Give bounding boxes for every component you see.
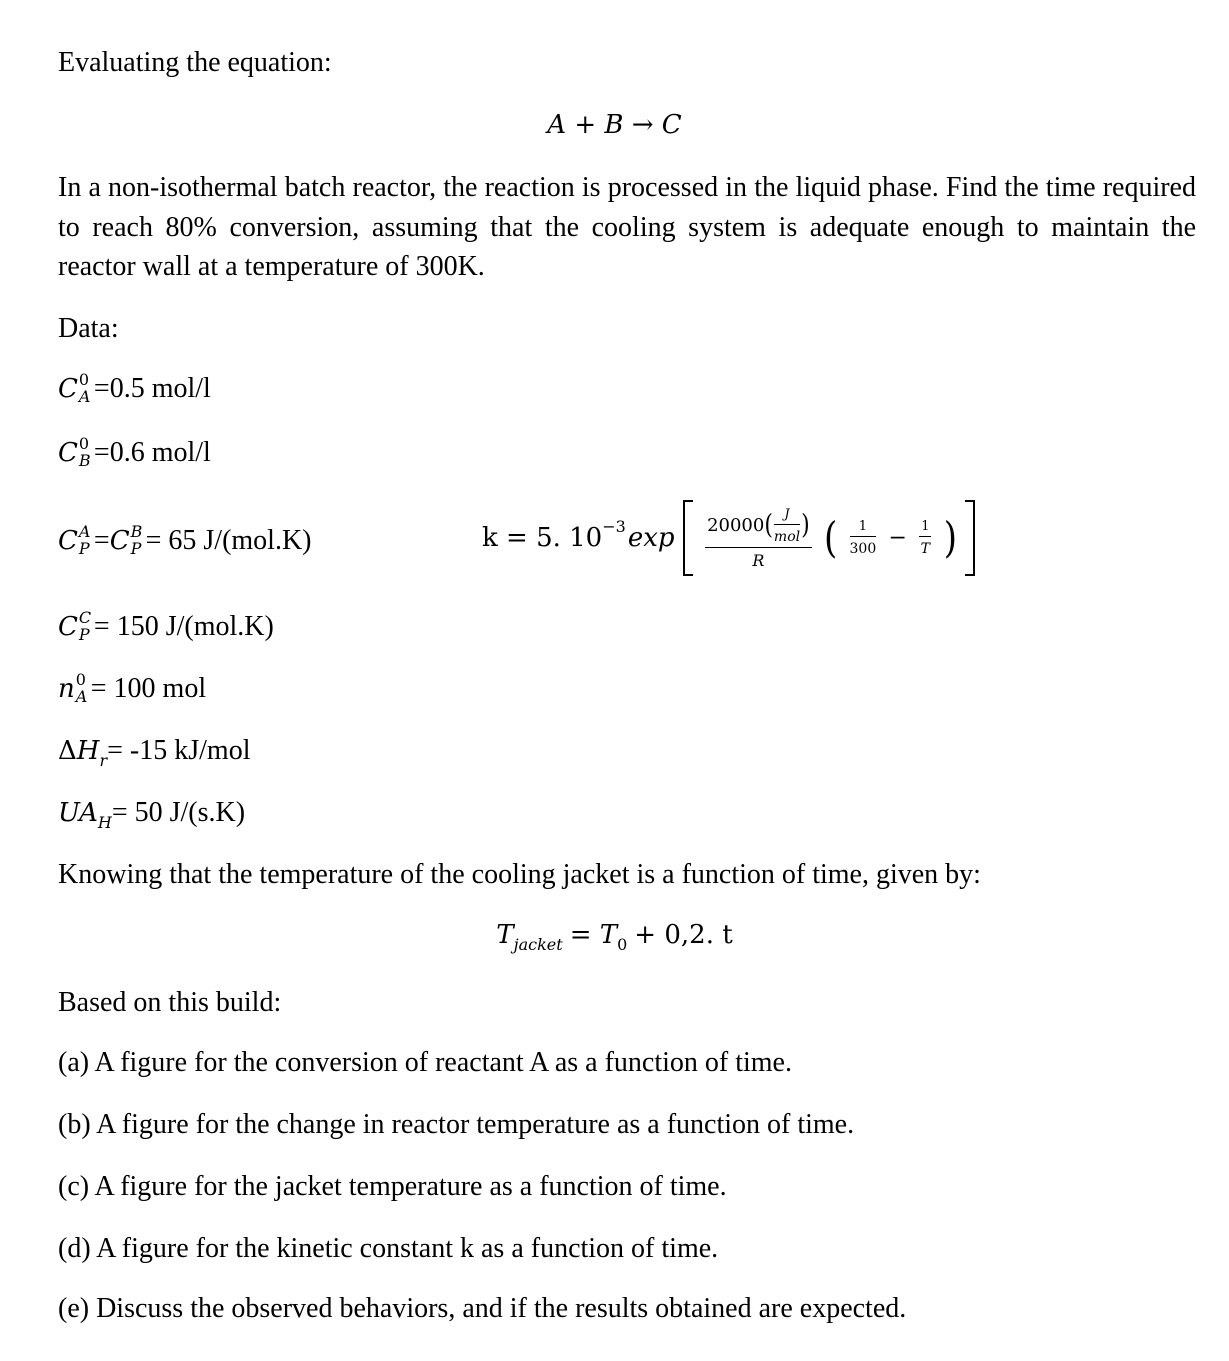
data-cp-c-value: = 150 J/(mol.K) bbox=[93, 611, 274, 642]
reaction-equation: A + B → C bbox=[547, 110, 682, 140]
inv2-num: 1 bbox=[919, 519, 931, 537]
intro-text: Evaluating the equation: bbox=[58, 47, 332, 78]
data-cb0-value: =0.6 mol/l bbox=[93, 437, 211, 468]
jacket-equation bbox=[0, 918, 1229, 962]
inv-den: 300 bbox=[849, 541, 877, 557]
build-heading: Based on this build: bbox=[58, 987, 282, 1018]
minus-sign: − bbox=[888, 525, 907, 551]
task-e: (e) Discuss the observed behaviors, and if the results obtained are expected. bbox=[58, 1293, 907, 1324]
unit-j: J bbox=[774, 507, 800, 525]
inverse-temp bbox=[919, 519, 931, 557]
left-bracket bbox=[683, 500, 693, 576]
data-ca0-value: =0.5 mol/l bbox=[93, 373, 211, 404]
inv-num: 1 bbox=[850, 519, 877, 537]
inverse-ref-temp bbox=[850, 519, 877, 557]
data-ca0: C 0 A =0.5 mol/l bbox=[58, 370, 211, 406]
jacket-lhs: T bbox=[496, 920, 514, 950]
data-dhr: $\Delta H_r= -15$ kJ/mol bbox=[58, 735, 251, 770]
jacket-tail: + 0,2. t bbox=[634, 920, 733, 950]
data-cb0: C 0 B =0.6 mol/l bbox=[58, 434, 211, 470]
data-cp-c: C C P = 150 J/(mol.K) bbox=[58, 608, 274, 644]
problem-statement: In a non-isothermal batch reactor, the reaction is processed in the liquid phase. Find the time required to reach 80% conversion, assuming that the cooling system is adequate enough to maintain the reactor wall at a temperature of 300K. bbox=[58, 172, 1196, 282]
activation-fraction: 20000( $\frac{J}{\text{mol}}$ ) R bbox=[707, 506, 810, 570]
task-c: (c) A figure for the jacket temperature as a function of time. bbox=[58, 1171, 727, 1202]
right-bracket bbox=[965, 500, 975, 576]
task-a: (a) A figure for the conversion of reactant A as a function of time. bbox=[58, 1047, 792, 1078]
jacket-rhs-sub: 0 bbox=[617, 935, 628, 954]
unit-mol: mol bbox=[773, 528, 801, 545]
data-uah: $UA_H= 50$ J/(s.K) bbox=[58, 797, 246, 832]
k-lhs: k = 5. 10 bbox=[482, 523, 603, 553]
task-b: (b) A figure for the change in reactor temperature as a function of time. bbox=[58, 1109, 855, 1140]
k-exp: exp bbox=[627, 523, 675, 553]
data-uah-value: = 50 J/(s.K) bbox=[111, 797, 246, 828]
jacket-intro: Knowing that the temperature of the cooling jacket is a function of time, given by: bbox=[58, 859, 981, 890]
data-dhr-value: = -15 kJ/mol bbox=[107, 735, 251, 766]
jacket-rhs: = T bbox=[569, 920, 618, 950]
data-na0-value: = 100 mol bbox=[90, 673, 207, 704]
gas-constant: R bbox=[752, 550, 765, 570]
inv2-den: T bbox=[920, 541, 931, 557]
rate-constant-equation: k = 5. $10^{-3}\exp$ 20000( $\frac{J}{\text{mol}}$ ) R ( $\frac{1}{300}$ − $\frac{1}{T}$ ) bbox=[482, 500, 975, 590]
jacket-lhs-sub: jacket bbox=[513, 935, 563, 954]
k-exponent: −3 bbox=[602, 516, 626, 536]
task-d: (d) A figure for the kinetic constant k as a function of time. bbox=[58, 1233, 719, 1264]
data-heading: Data: bbox=[58, 313, 119, 344]
data-cp-ab-value: = 65 J/(mol.K) bbox=[145, 525, 312, 556]
data-na0: n 0 A = 100 mol bbox=[58, 670, 207, 706]
activation-energy: 20000 bbox=[707, 514, 765, 536]
data-cp-ab: C A P =C B P = 65 J/(mol.K) bbox=[58, 522, 312, 558]
